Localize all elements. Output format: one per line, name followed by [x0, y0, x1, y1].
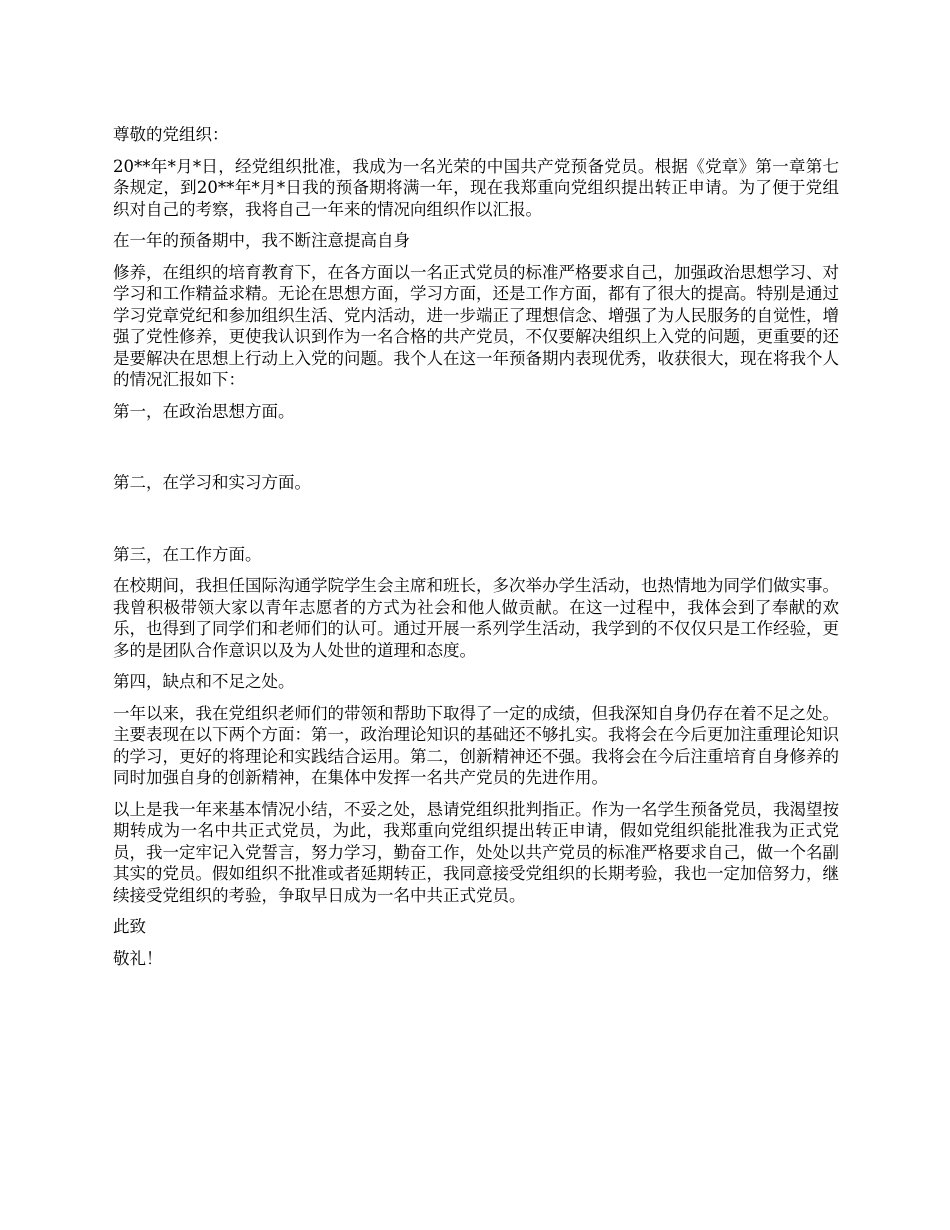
section-heading-work: 第三，在工作方面。: [113, 544, 262, 564]
section-heading-weakness: 第四，缺点和不足之处。: [113, 672, 295, 691]
salutation: 尊敬的党组织：: [113, 125, 229, 144]
blank-space: [113, 432, 839, 472]
closing-salute: 敬礼！: [113, 948, 163, 968]
closing-line: 此致: [113, 917, 146, 936]
letter-body: [113, 124, 839, 979]
lead-paragraph: 在一年的预备期中，我不断注意提高自身: [113, 231, 410, 250]
self-improvement-paragraph: 修养，在组织的培育教育下，在各方面以一名正式党员的标准严格要求自己，加强政治思想学习、对学习和工作精益求精。无论在思想方面，学习方面，还是工作方面，都有了很大的提高。特别是通过学习党章党纪和参加组织生活、党内活动，进一步端正了理想信念、增强了为人民服务的自觉性，增强了党性修养，更使我认识到作为一名合格的共产党员，不仅要解决组织上入党的问题，更重要的还是要解决在思想上行动上入党的问题。我个人在这一年预备期内表现优秀，收获很大，现在将我个人的情况汇报如下：: [113, 262, 839, 389]
section-heading-political: 第一，在政治思想方面。: [113, 401, 295, 421]
section-heading-study: 第二，在学习和实习方面。: [113, 473, 311, 492]
work-paragraph: 在校期间，我担任国际沟通学院学生会主席和班长，多次举办学生活动，也热情地为同学们做实事。我曾积极带领大家以青年志愿者的方式为社会和他人做贡献。在这一过程中，我体会到了奉献的欢乐，也得到了同学们和老师们的认可。通过开展一系列学生活动，我学到的不仅仅只是工作经验，更多的是团队合作意识以及为人处世的道理和态度。: [113, 576, 839, 660]
blank-space: [113, 504, 839, 544]
weakness-paragraph: 一年以来，我在党组织老师们的带领和帮助下取得了一定的成绩，但我深知自身仍存在着不足之处。主要表现在以下两个方面：第一，政治理论知识的基础还不够扎实。我将会在今后更加注重理论知识的学习，更好的将理论和实践结合运用。第二，创新精神还不强。我将会在今后注重培育自身修养的同时加强自身的创新精神，在集体中发挥一名共产党员的先进作用。: [113, 703, 839, 787]
intro-paragraph: 20**年*月*日，经党组织批准，我成为一名光荣的中国共产党预备党员。根据《党章》第一章第七条规定，到20**年*月*日我的预备期将满一年，现在我郑重向党组织提出转正申请。为了便于党组织对自己的考察，我将自己一年来的情况向组织作以汇报。: [113, 156, 839, 219]
summary-paragraph: 以上是我一年来基本情况小结，不妥之处，恳请党组织批判指正。作为一名学生预备党员，我渴望按期转成为一名中共正式党员，为此，我郑重向党组织提出转正申请，假如党组织能批准我为正式党员，我一定牢记入党誓言，努力学习，勤奋工作，处处以共产党员的标准严格要求自己，做一个名副其实的党员。假如组织不批准或者延期转正，我同意接受党组织的长期考验，我也一定加倍努力，继续接受党组织的考验，争取早日成为一名中共正式党员。: [113, 799, 839, 905]
